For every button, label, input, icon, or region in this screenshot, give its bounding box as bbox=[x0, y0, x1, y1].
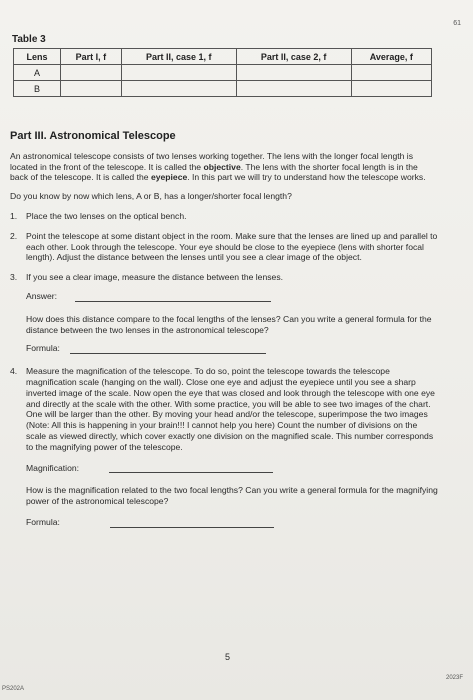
step-number: 4. bbox=[10, 366, 18, 377]
answer-label: Answer: bbox=[26, 290, 58, 301]
answer-line[interactable] bbox=[75, 292, 271, 302]
intro-text: . In this part we will try to understand how the telescope works. bbox=[187, 172, 426, 183]
term-code: 2023F bbox=[445, 675, 463, 681]
table-cell bbox=[61, 81, 122, 97]
step-number: 2. bbox=[10, 230, 18, 241]
intro-text: . The lens with the shorter focal length is in the back of the telescope. It is called the bbox=[10, 161, 418, 183]
step-2 bbox=[10, 231, 438, 263]
table-cell bbox=[236, 65, 351, 81]
table-cell bbox=[351, 65, 431, 81]
magnification-label: Magnification: bbox=[26, 462, 80, 473]
header-average: Average, f bbox=[351, 49, 431, 65]
magnification-question: How is the magnification related to the two focal lengths? Can you write a general formula for the magnifying power of the astronomical telescope? bbox=[26, 485, 438, 507]
term-eyepiece: eyepiece bbox=[150, 172, 188, 183]
header-lens: Lens bbox=[14, 49, 61, 65]
corner-page-number: 61 bbox=[453, 20, 461, 27]
magnification-line[interactable] bbox=[109, 463, 273, 473]
header-part2-case1: Part II, case 1, f bbox=[121, 49, 236, 65]
page-number: 5 bbox=[225, 652, 231, 662]
step-text: If you see a clear image, measure the distance between the lenses. bbox=[26, 272, 284, 283]
table-row bbox=[14, 81, 432, 97]
table-cell bbox=[121, 81, 236, 97]
step-text: Point the telescope at some distant object in the room. Make sure that the lenses are lined up and parallel to each other. Look through the telescope. Your eye should be close to the eyepiece (lens with shorter focal length). Adjust the distance between the lenses until you see a clear image of the object. bbox=[26, 230, 438, 263]
table-header-row bbox=[14, 49, 432, 65]
lens-focal-length-table bbox=[13, 48, 432, 97]
step-1 bbox=[10, 211, 438, 222]
step-text: Measure the magnification of the telescope. To do so, point the telescope towards the telescope magnification scale (hanging on the wall). Close one eye and adjust the eyepiece until you see a sharp inverted image of the scale. Now open the eye that was closed and look through the telescope with one eye and directly at the scale with the other. With some practice, you will be able to see two images of the chart. One will be larger than the other. By moving your head and/or the telescope, superimpose the two images (Note: All this is happening in your brain!!! I cannot help you here) Count the number of divisions on the scale as viewed directly, which cover exactly one division on the magnified scale. This number corresponds to the magnifying power of the telescope. bbox=[26, 366, 435, 452]
step-text: Place the two lenses on the optical bench. bbox=[26, 210, 187, 221]
table-cell bbox=[61, 65, 122, 81]
section-content bbox=[10, 131, 438, 540]
header-part1: Part I, f bbox=[61, 49, 122, 65]
formula-field bbox=[26, 343, 438, 354]
formula-line[interactable] bbox=[70, 344, 266, 354]
intro-text: An astronomical telescope consists of two lenses working together. The lens with the longer focal length is located in the front of the telescope. It is called the bbox=[10, 150, 414, 172]
step-3 bbox=[10, 272, 438, 354]
header-part2-case2: Part II, case 2, f bbox=[236, 49, 351, 65]
formula-label: Formula: bbox=[26, 343, 60, 354]
formula-label: Formula: bbox=[26, 516, 60, 527]
magnification-field bbox=[26, 463, 438, 474]
table-cell bbox=[121, 65, 236, 81]
answer-field bbox=[26, 291, 438, 302]
intro-paragraph bbox=[10, 151, 438, 183]
course-code: PS202A bbox=[2, 686, 25, 692]
step-number: 1. bbox=[10, 210, 18, 221]
formula-line[interactable] bbox=[110, 518, 274, 528]
focal-length-question: Do you know by now which lens, A or B, has a longer/shorter focal length? bbox=[10, 191, 292, 202]
table-row bbox=[14, 65, 432, 81]
term-objective: objective bbox=[203, 161, 241, 172]
table-cell bbox=[236, 81, 351, 97]
distance-question: How does this distance compare to the focal lengths of the lenses? Can you write a general formula for the distance between the two lenses in the astronomical telescope? bbox=[26, 313, 432, 335]
row-lens-label: B bbox=[14, 81, 61, 97]
row-lens-label: A bbox=[14, 65, 61, 81]
step-4 bbox=[10, 366, 438, 528]
table-cell bbox=[351, 81, 431, 97]
step-number: 3. bbox=[10, 272, 18, 283]
formula-field bbox=[26, 517, 438, 528]
section-title: Part III. Astronomical Telescope bbox=[10, 130, 176, 142]
table-title: Table 3 bbox=[12, 34, 46, 45]
